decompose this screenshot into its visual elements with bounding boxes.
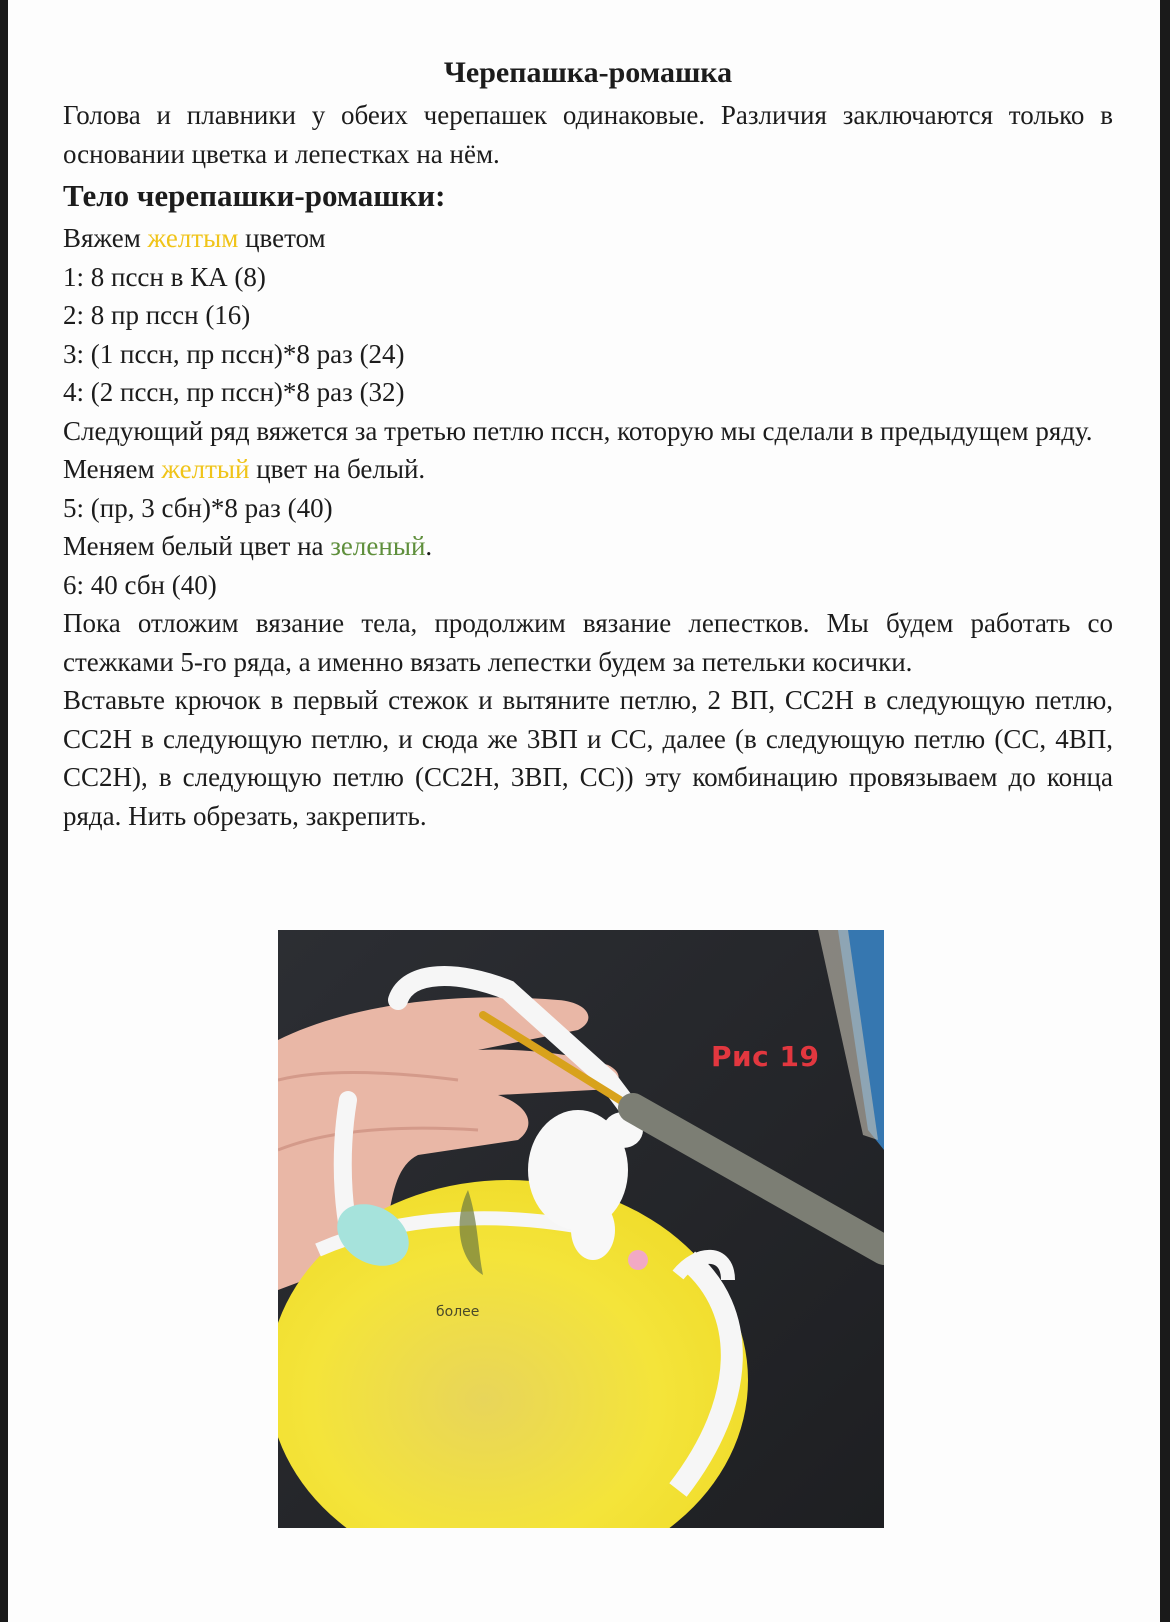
text-fragment: цветом [238, 223, 326, 253]
next-row-note: Следующий ряд вяжется за третью петлю пссн, которую мы сделали в предыдущем ряду. [63, 415, 1093, 446]
text-fragment: Вяжем [63, 223, 148, 253]
petals-instructions: Вставьте крючок в первый стежок и вытяните петлю, 2 ВП, СС2Н в следующую петлю, СС2Н в следующую петлю, и сюда же 3ВП и СС, далее (в следующую петлю (СС, 4ВП, СС2Н), в следующую петлю (СС2Н, 3ВП, СС)) эту комбинацию провязываем до конца ряда. Нить обрезать, закрепить. [63, 685, 1113, 831]
petals-intro: Пока отложим вязание тела, продолжим вязание лепестков. Мы будем работать со стежками 5-го ряда, а именно вязать лепестки будем за петельки косички. [63, 608, 1113, 677]
crochet-photo-illustration [278, 930, 884, 1528]
text-fragment: цвет на белый. [249, 454, 426, 484]
change-color-green [63, 527, 1113, 566]
section-heading: Тело черепашки-ромашки: [63, 178, 446, 213]
yellow-color-word: желтым [147, 223, 239, 253]
figure-label: Рис 19 [711, 1040, 820, 1073]
intro-paragraph: Голова и плавники у обеих черепашек одинаковые. Различия заключаются только в основании цветка и лепестках на нём. [63, 100, 1113, 169]
row-1: 1: 8 пссн в КА (8) [63, 261, 266, 292]
row-2: 2: 8 пр пссн (16) [63, 300, 251, 330]
color-instruction [63, 219, 1113, 258]
watermark-text: более [436, 1304, 480, 1320]
row-4: 4: (2 пссн, пр пссн)*8 раз (32) [63, 377, 405, 407]
figure-photo [278, 930, 884, 1528]
page-title: Черепашка-ромашка [443, 56, 733, 89]
document-page [8, 0, 1160, 1622]
text-fragment: . [425, 531, 433, 561]
change-color-white [63, 450, 1113, 489]
row-5: 5: (пр, 3 сбн)*8 раз (40) [63, 492, 333, 523]
green-color-word: зеленый [330, 531, 426, 561]
yellow-color-word: желтый [161, 454, 250, 484]
row-3: 3: (1 пссн, пр пссн)*8 раз (24) [63, 338, 405, 369]
row-6: 6: 40 сбн (40) [63, 569, 217, 600]
text-fragment: Меняем [63, 454, 162, 484]
text-fragment: Меняем белый цвет на [63, 531, 331, 561]
document-content [63, 50, 1113, 835]
